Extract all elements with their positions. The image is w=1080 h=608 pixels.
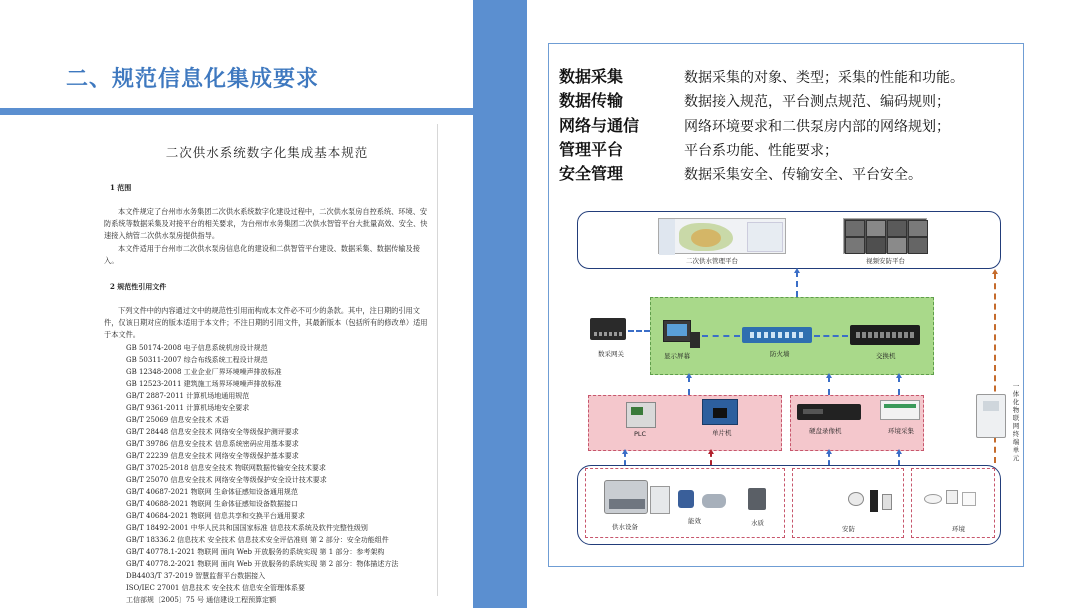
dvr-label: 硬盘录像机	[809, 427, 842, 435]
smoke-detector-icon	[924, 494, 942, 504]
security-label: 安防	[842, 525, 855, 533]
video-screenshot	[843, 218, 927, 254]
display-label: 显示屏幕	[664, 352, 690, 360]
link-net-to-platform	[796, 271, 798, 297]
section-heading-references: 2 规范性引用文件	[110, 282, 167, 291]
reference-item: GB/T 40687-2021 物联网 生命体征感知设备通用规范	[126, 488, 298, 496]
reference-item: GB/T 18336.2 信息技术 安全技术 信息技术安全评估准则 第 2 部分：安全功能组件	[126, 536, 389, 544]
plc-icon	[626, 402, 656, 428]
spec-desc: 数据采集的对象、类型；采集的性能和功能。	[684, 70, 964, 86]
dvr-icon	[797, 404, 861, 420]
references-intro: 下列文件中的内容通过文中的规范性引用而构成本文件必不可少的条款。其中，注日期的引用文件，仅该日期对应的版本适用于本文件；不注日期的引用文件，其最新版本（包括所有的修改单）适用于本文件。	[104, 306, 428, 339]
slide-title: 二、规范信息化集成要求	[66, 67, 320, 92]
temperature-sensor-icon	[946, 490, 958, 504]
water-supply-equipment-icon	[604, 480, 648, 514]
reference-item: GB/T 39786 信息安全技术 信息系统密码应用基本要求	[126, 440, 299, 448]
spec-row-security	[559, 161, 922, 184]
document-title: 二次供水系统数字化集成基本规范	[165, 145, 369, 160]
spec-key: 数据传输	[559, 91, 624, 110]
water-quality-sensor-icon	[748, 488, 766, 510]
scope-paragraph-2: 本文件适用于台州市二次供水泵房信息化的建设和二供智管平台建设、数据采集、数据传输及接入。	[104, 244, 420, 265]
access-control-icon	[870, 490, 878, 512]
spec-desc: 平台系功能、性能要求；	[684, 143, 838, 159]
door-sensor-icon	[882, 494, 892, 510]
reference-item: GB/T 40778.1-2021 物联网 面向 Web 开放服务的系统实现 第 1 部分：参考架构	[126, 548, 385, 556]
platform-screenshot	[658, 218, 786, 254]
spec-desc: 数据接入规范，平台测点规范、编码规则；	[684, 94, 950, 110]
spec-key: 网络与通信	[559, 116, 640, 135]
video-label: 视频安防平台	[866, 257, 905, 265]
humidity-sensor-icon	[962, 492, 976, 506]
env-collector-icon	[880, 400, 920, 420]
pc-tower-icon	[690, 332, 700, 348]
scope-paragraph-1: 本文件规定了台州市水务集团二次供水系统数字化建设过程中，二次供水泵房自控系统、环境、安防系统等数据采集及对接平台的相关要求，为台州市水务集团二次供水智管平台大批量高效、安全、快速接入纳管二次供水泵房提供指导。	[104, 207, 428, 240]
title-underline-bar	[0, 108, 473, 115]
switch-label: 交换机	[876, 352, 896, 360]
reference-item: GB/T 25070 信息安全技术 网络安全等级保护安全设计技术要求	[126, 476, 327, 484]
reference-item: GB/T 37025-2018 信息安全技术 物联网数据传输安全技术要求	[126, 464, 326, 472]
firewall-icon	[742, 327, 812, 343]
control-layer-box	[588, 395, 782, 451]
reference-item: GB 50174-2008 电子信息系统机房设计规范	[126, 344, 268, 352]
platform-label: 二次供水管理平台	[686, 257, 738, 265]
reference-item: DB4403/T 37-2019 智慧监督平台数据接入	[126, 572, 266, 580]
standard-document-page	[98, 124, 438, 604]
control-cabinet-icon	[650, 486, 670, 514]
reference-item: 工信部规〔2005〕75 号 通信建设工程预算定额	[126, 596, 277, 604]
platform-layer-box	[577, 211, 1001, 269]
switch-icon	[850, 325, 920, 345]
water-supply-label: 供水设备	[612, 523, 638, 531]
gateway-label: 数采网关	[598, 350, 624, 358]
env-collect-label: 环境采集	[888, 427, 914, 435]
energy-meter-icon	[678, 490, 694, 508]
reference-item: ISO/IEC 27001 信息技术 安全技术 信息安全管理体系要	[126, 584, 306, 592]
reference-item: GB/T 25069 信息安全技术 术语	[126, 416, 229, 424]
reference-item: GB/T 18492-2001 中华人民共和国国家标准 信息技术系统及软件完整性级别	[126, 524, 368, 532]
spec-row-data-transmission	[559, 88, 950, 111]
spec-key: 安全管理	[559, 164, 624, 183]
reference-item: GB 50311-2007 综合布线系统工程设计规范	[126, 356, 268, 364]
mcu-label: 单片机	[712, 429, 732, 437]
section-heading-scope: 1 范围	[110, 183, 132, 192]
reference-item: GB 12348-2008 工业企业厂界环境噪声排放标准	[126, 368, 282, 376]
reference-list	[104, 342, 430, 606]
reference-item: GB/T 2887-2011 计算机场地通用规范	[126, 392, 250, 400]
document-edge	[437, 124, 438, 596]
water-quality-label: 水质	[751, 519, 764, 527]
reference-item: GB/T 40688-2021 物联网 生命体征感知设备数据接口	[126, 500, 298, 508]
reference-item: GB/T 28448 信息安全技术 网络安全等级保护测评要求	[126, 428, 299, 436]
spec-desc: 网络环境要求和二供泵房内部的网络规划；	[684, 119, 950, 135]
reference-item: GB 12523-2011 建筑施工场界环境噪声排放标准	[126, 380, 282, 388]
integrated-terminal-label: 一体化物联网终端单元	[1012, 382, 1020, 462]
spec-row-network	[559, 113, 950, 136]
energy-label: 能效	[688, 517, 701, 525]
environment-label: 环境	[952, 525, 965, 533]
plc-label: PLC	[634, 430, 647, 438]
reference-item: GB/T 9361-2011 计算机场地安全要求	[126, 404, 250, 412]
mcu-board-icon	[702, 399, 738, 425]
flow-meter-icon	[702, 494, 726, 508]
spec-row-platform	[559, 137, 838, 160]
reference-item: GB/T 40684-2021 物联网 信息共享和交换平台通用要求	[126, 512, 305, 520]
spec-row-data-collection	[559, 64, 964, 87]
gateway-icon	[590, 318, 626, 340]
display-screen-icon	[663, 320, 691, 342]
spec-key: 数据采集	[559, 67, 624, 86]
integrated-terminal-icon	[976, 394, 1006, 438]
firewall-label: 防火墙	[770, 350, 790, 358]
camera-icon	[848, 492, 864, 506]
spec-desc: 数据采集安全、传输安全、平台安全。	[684, 167, 922, 183]
spec-key: 管理平台	[559, 140, 624, 159]
reference-item: GB/T 40778.2-2021 物联网 面向 Web 开放服务的系统实现 第 2 部分：物体描述方法	[126, 560, 399, 568]
reference-item: GB/T 22239 信息安全技术 网络安全等级保护基本要求	[126, 452, 299, 460]
vertical-accent-band	[473, 0, 527, 608]
